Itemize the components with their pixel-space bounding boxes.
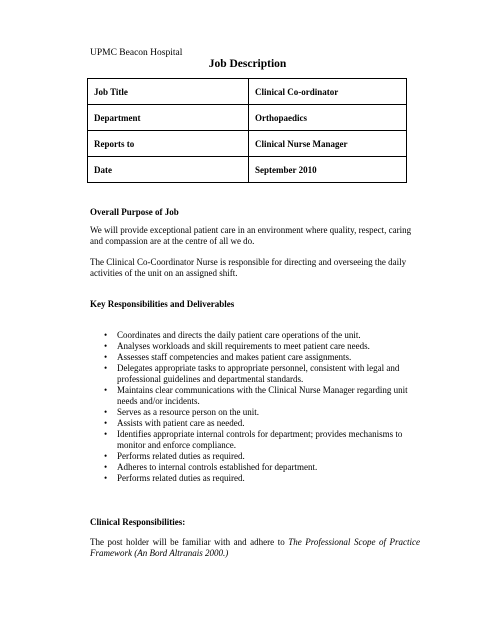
bullet-icon: • bbox=[104, 429, 108, 439]
table-cell-label: Date bbox=[88, 157, 249, 183]
responsibilities-heading: Key Responsibilities and Deliverables bbox=[90, 299, 235, 309]
list-item: • Delegates appropriate tasks to appropriate personnel, consistent with legal and professional guidelines and departmental standards. bbox=[104, 363, 400, 384]
bullet-icon: • bbox=[104, 352, 108, 362]
hospital-name: UPMC Beacon Hospital bbox=[90, 48, 183, 58]
bullet-icon: • bbox=[104, 462, 108, 472]
purpose-heading: Overall Purpose of Job bbox=[90, 207, 179, 217]
bullet-icon: • bbox=[104, 330, 108, 340]
list-item: • Identifies appropriate internal controls for department; provides mechanisms to monitor and enforce compliance. bbox=[104, 429, 403, 450]
bullet-icon: • bbox=[104, 418, 108, 428]
table-cell-label: Reports to bbox=[88, 131, 249, 157]
table-row bbox=[88, 157, 407, 183]
table-cell-value: Clinical Co-ordinator bbox=[249, 79, 407, 105]
table-cell-value: Orthopaedics bbox=[249, 105, 407, 131]
bullet-icon: • bbox=[104, 451, 108, 461]
framework-reference: The Professional Scope of Practice Framework (An Bord Altranais 2000.) bbox=[90, 537, 420, 558]
table-cell-value: September 2010 bbox=[249, 157, 407, 183]
list-item: • Performs related duties as required. bbox=[104, 473, 245, 483]
table-row bbox=[88, 131, 407, 157]
table-row bbox=[88, 105, 407, 131]
list-item: • Performs related duties as required. bbox=[104, 451, 245, 461]
list-item: • Adheres to internal controls established for department. bbox=[104, 462, 318, 472]
bullet-icon: • bbox=[104, 341, 108, 351]
list-item: • Serves as a resource person on the unit. bbox=[104, 407, 259, 417]
purpose-paragraph-2: The Clinical Co-Coordinator Nurse is responsible for directing and overseeing the daily activities of the unit on an assigned shift. bbox=[90, 257, 407, 278]
job-info-table bbox=[87, 78, 407, 183]
table-row bbox=[88, 79, 407, 105]
clinical-paragraph: The post holder will be familiar with and adhere to The Professional Scope of Practice Framework (An Bord Altranais 2000.) bbox=[90, 537, 420, 558]
list-item: • Assesses staff competencies and makes patient care assignments. bbox=[104, 352, 352, 362]
bullet-icon: • bbox=[104, 407, 108, 417]
bullet-icon: • bbox=[104, 363, 108, 373]
list-item: • Maintains clear communications with the Clinical Nurse Manager regarding unit needs and/or incidents. bbox=[104, 385, 408, 406]
list-item: • Analyses workloads and skill requirements to meet patient care needs. bbox=[104, 341, 370, 351]
list-item: • Assists with patient care as needed. bbox=[104, 418, 245, 428]
purpose-paragraph-1: We will provide exceptional patient care in an environment where quality, respect, caring and compassion are at the centre of all we do. bbox=[90, 225, 412, 246]
responsibilities-list bbox=[104, 330, 416, 484]
table-cell-label: Department bbox=[88, 105, 249, 131]
document-title: Job Description bbox=[208, 58, 287, 70]
bullet-icon: • bbox=[104, 385, 108, 395]
clinical-heading: Clinical Responsibilities: bbox=[90, 517, 186, 527]
table-cell-label: Job Title bbox=[88, 79, 249, 105]
table-cell-value: Clinical Nurse Manager bbox=[249, 131, 407, 157]
bullet-icon: • bbox=[104, 473, 108, 483]
list-item: • Coordinates and directs the daily patient care operations of the unit. bbox=[104, 330, 361, 340]
